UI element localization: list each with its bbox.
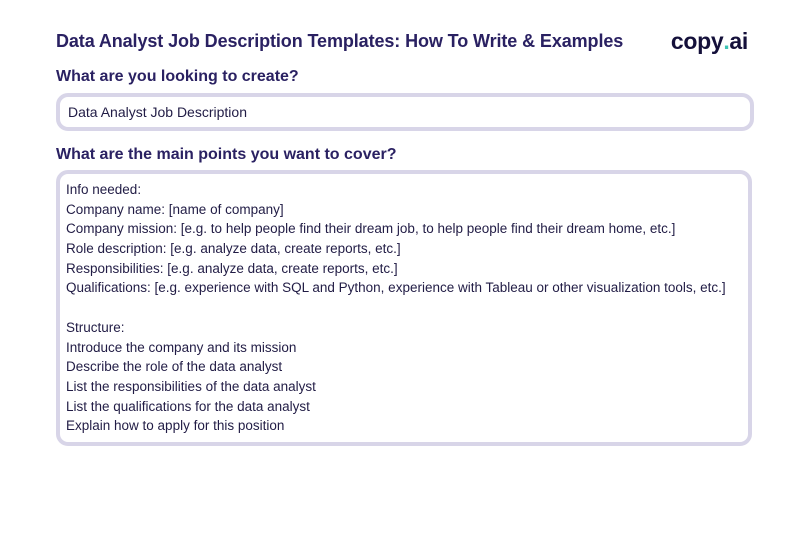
copy-ai-logo bbox=[671, 28, 748, 55]
main-points-textarea[interactable] bbox=[56, 170, 752, 446]
textarea-line: Info needed: bbox=[66, 182, 142, 197]
textarea-line-blank bbox=[66, 298, 748, 318]
logo-dot: . bbox=[723, 27, 730, 54]
textarea-line: Describe the role of the data analyst bbox=[66, 359, 283, 375]
textarea-line: Responsibilities: [e.g. analyze data, create reports, etc.] bbox=[66, 260, 398, 276]
header bbox=[56, 26, 748, 56]
logo-text-ai: ai bbox=[729, 27, 748, 54]
create-input-value: Data Analyst Job Description bbox=[68, 104, 247, 120]
page-title: Data Analyst Job Description Templates: How To Write & Examples bbox=[56, 30, 624, 51]
textarea-line: Structure: bbox=[66, 319, 125, 335]
textarea-line: Role description: [e.g. analyze data, create reports, etc.] bbox=[66, 241, 401, 257]
create-label: What are you looking to create? bbox=[56, 68, 299, 85]
main-points-label: What are the main points you want to cover? bbox=[56, 146, 397, 163]
textarea-line: List the responsibilities of the data analyst bbox=[66, 378, 316, 394]
textarea-line: Explain how to apply for this position bbox=[66, 418, 285, 434]
textarea-line: Qualifications: [e.g. experience with SQL and Python, experience with Tableau or other visualization tools, etc.] bbox=[66, 280, 726, 296]
create-input[interactable] bbox=[56, 93, 754, 131]
textarea-line: List the qualifications for the data analyst bbox=[66, 398, 310, 414]
textarea-line: Introduce the company and its mission bbox=[66, 339, 297, 355]
logo-text-copy: copy bbox=[670, 27, 724, 54]
textarea-line: Company mission: [e.g. to help people find their dream job, to help people find their dream home, etc.] bbox=[66, 221, 676, 237]
textarea-line: Company name: [name of company] bbox=[66, 201, 284, 217]
